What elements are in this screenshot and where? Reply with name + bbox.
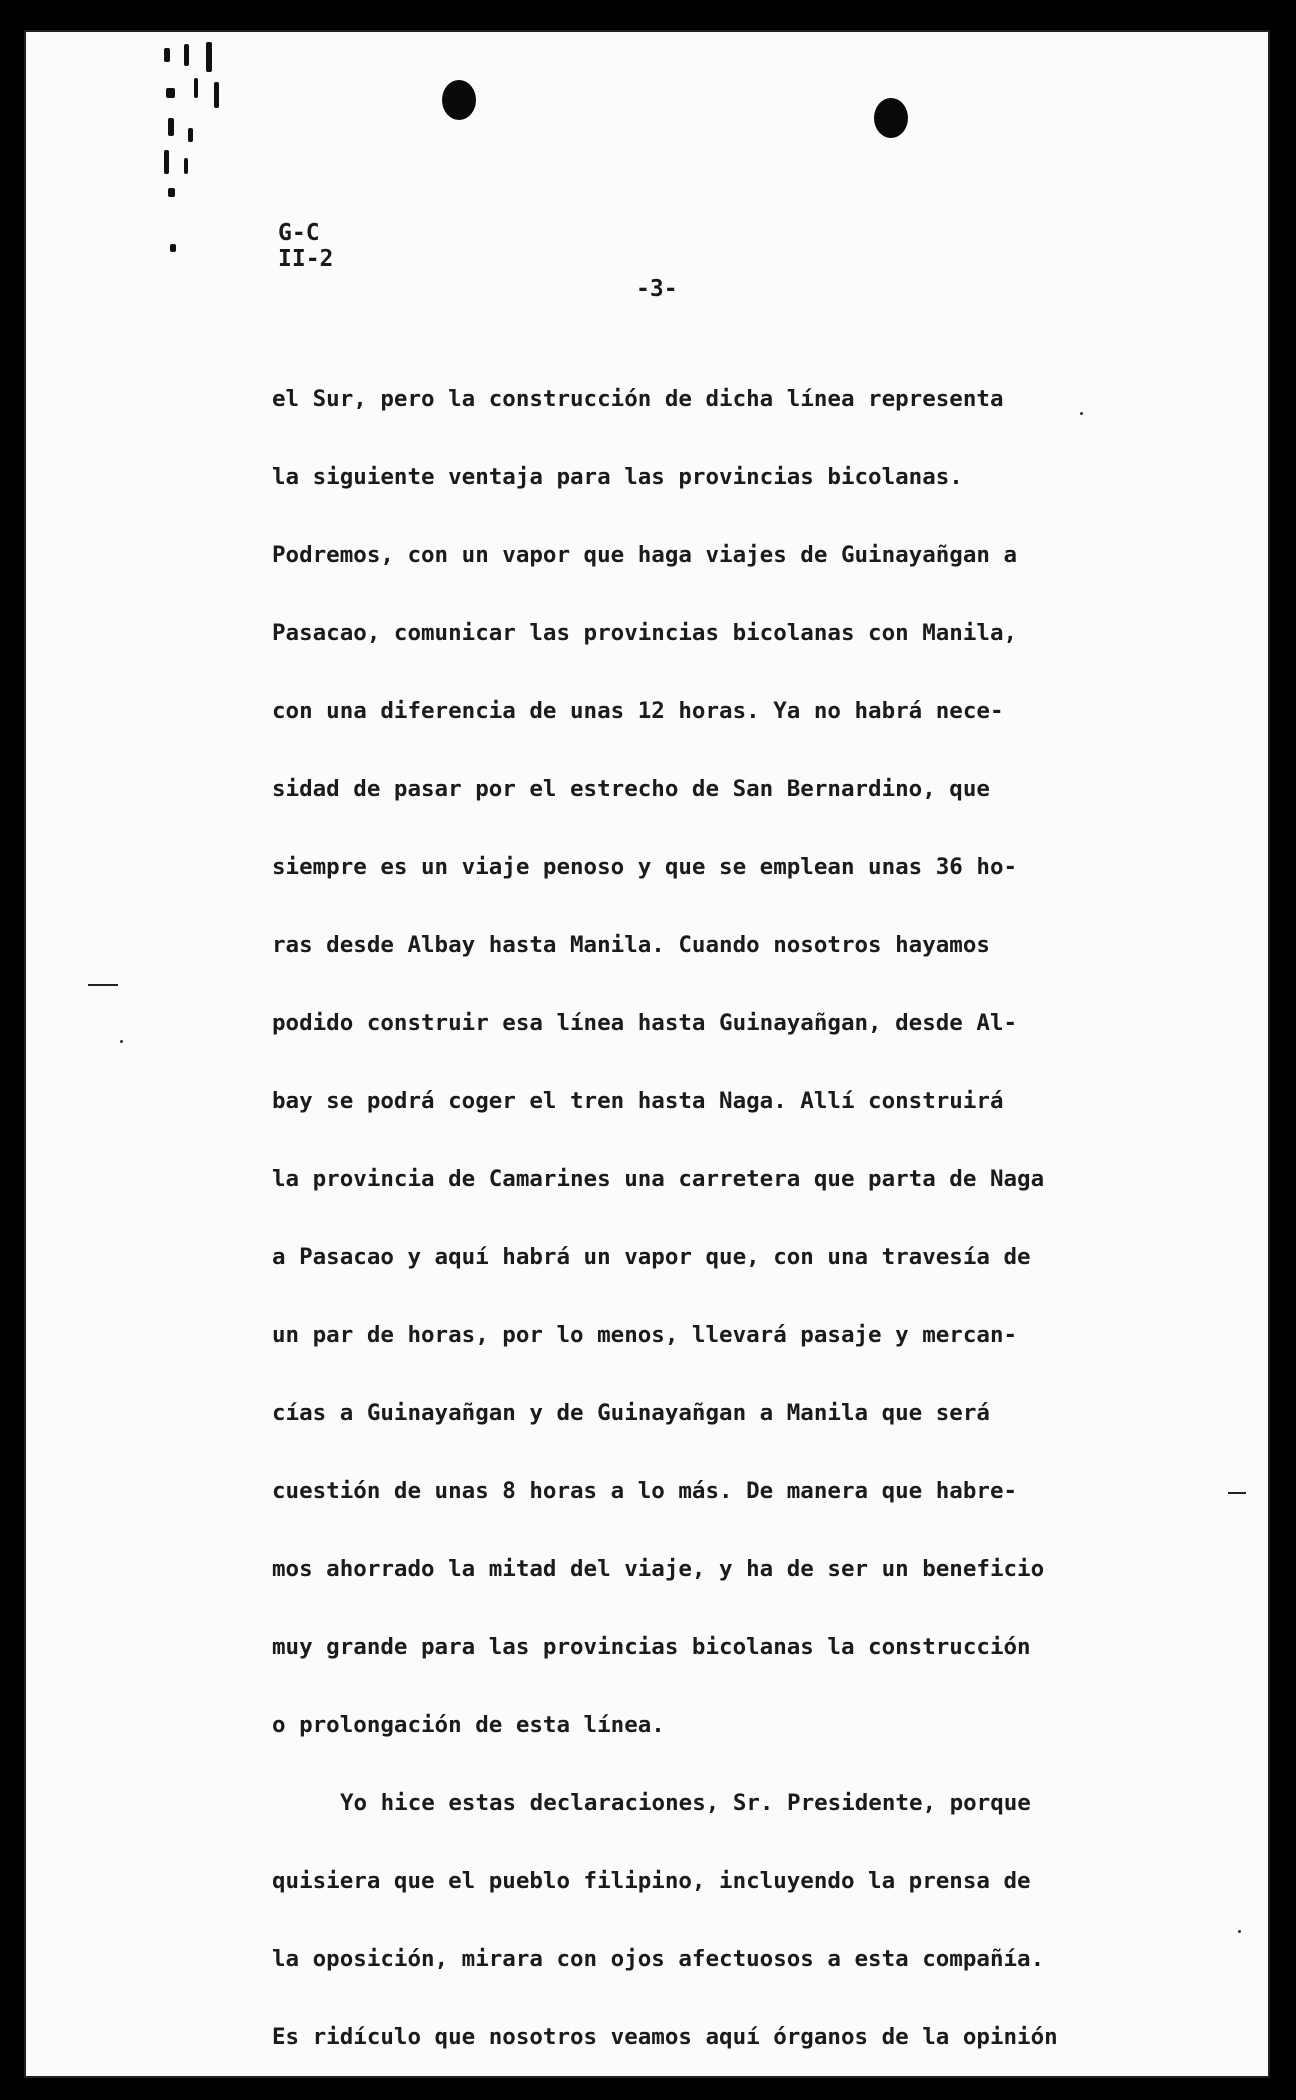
code-line-1: G-C — [278, 220, 320, 246]
text-line: la oposición, mirara con ojos afectuosos a esta compañía. — [272, 1946, 1045, 1972]
punch-hole-right — [874, 98, 908, 138]
binding-marks — [154, 38, 294, 238]
text-line: a Pasacao y aquí habrá un vapor que, con una travesía de — [272, 1244, 1031, 1270]
page-number: -3- — [636, 276, 678, 302]
margin-dot — [1238, 1930, 1241, 1933]
text-line: bay se podrá coger el tren hasta Naga. Allí construirá — [272, 1088, 1004, 1114]
text-line: Podremos, con un vapor que haga viajes de Guinayañgan a — [272, 542, 1018, 568]
margin-mark — [1228, 1492, 1246, 1494]
text-line: un par de horas, por lo menos, llevará pasaje y mercan- — [272, 1322, 1018, 1348]
text-line: quisiera que el pueblo filipino, incluyendo la prensa de — [272, 1868, 1031, 1894]
text-line: Es ridículo que nosotros veamos aquí órganos de la opinión — [272, 2024, 1058, 2050]
code-line-2: II-2 — [278, 246, 334, 272]
margin-dot — [120, 1040, 123, 1043]
text-line: podido construir esa línea hasta Guinayañgan, desde Al- — [272, 1010, 1018, 1036]
text-line: el Sur, pero la construcción de dicha línea representa — [272, 386, 1004, 412]
document-code — [278, 220, 333, 272]
text-line: o prolongación de esta línea. — [272, 1712, 665, 1738]
text-line: ras desde Albay hasta Manila. Cuando nosotros hayamos — [272, 932, 990, 958]
margin-dot — [1080, 412, 1083, 415]
text-line: la provincia de Camarines una carretera que parta de Naga — [272, 1166, 1045, 1192]
text-line: cuestión de unas 8 horas a lo más. De manera que habre- — [272, 1478, 1018, 1504]
text-line: con una diferencia de unas 12 horas. Ya no habrá nece- — [272, 698, 1004, 724]
text-line: cías a Guinayañgan y de Guinayañgan a Manila que será — [272, 1400, 990, 1426]
text-line: Pasacao, comunicar las provincias bicolanas con Manila, — [272, 620, 1018, 646]
text-line: siempre es un viaje penoso y que se emplean unas 36 ho- — [272, 854, 1018, 880]
text-line: muy grande para las provincias bicolanas la construcción — [272, 1634, 1031, 1660]
body-text — [272, 360, 1202, 2076]
document-page — [24, 30, 1270, 2078]
text-line: sidad de pasar por el estrecho de San Bernardino, que — [272, 776, 990, 802]
text-line: la siguiente ventaja para las provincias bicolanas. — [272, 464, 963, 490]
margin-mark — [88, 984, 118, 986]
punch-hole-left — [442, 80, 476, 120]
text-line: mos ahorrado la mitad del viaje, y ha de ser un beneficio — [272, 1556, 1045, 1582]
text-line: Yo hice estas declaraciones, Sr. Presidente, porque — [340, 1790, 1031, 1816]
